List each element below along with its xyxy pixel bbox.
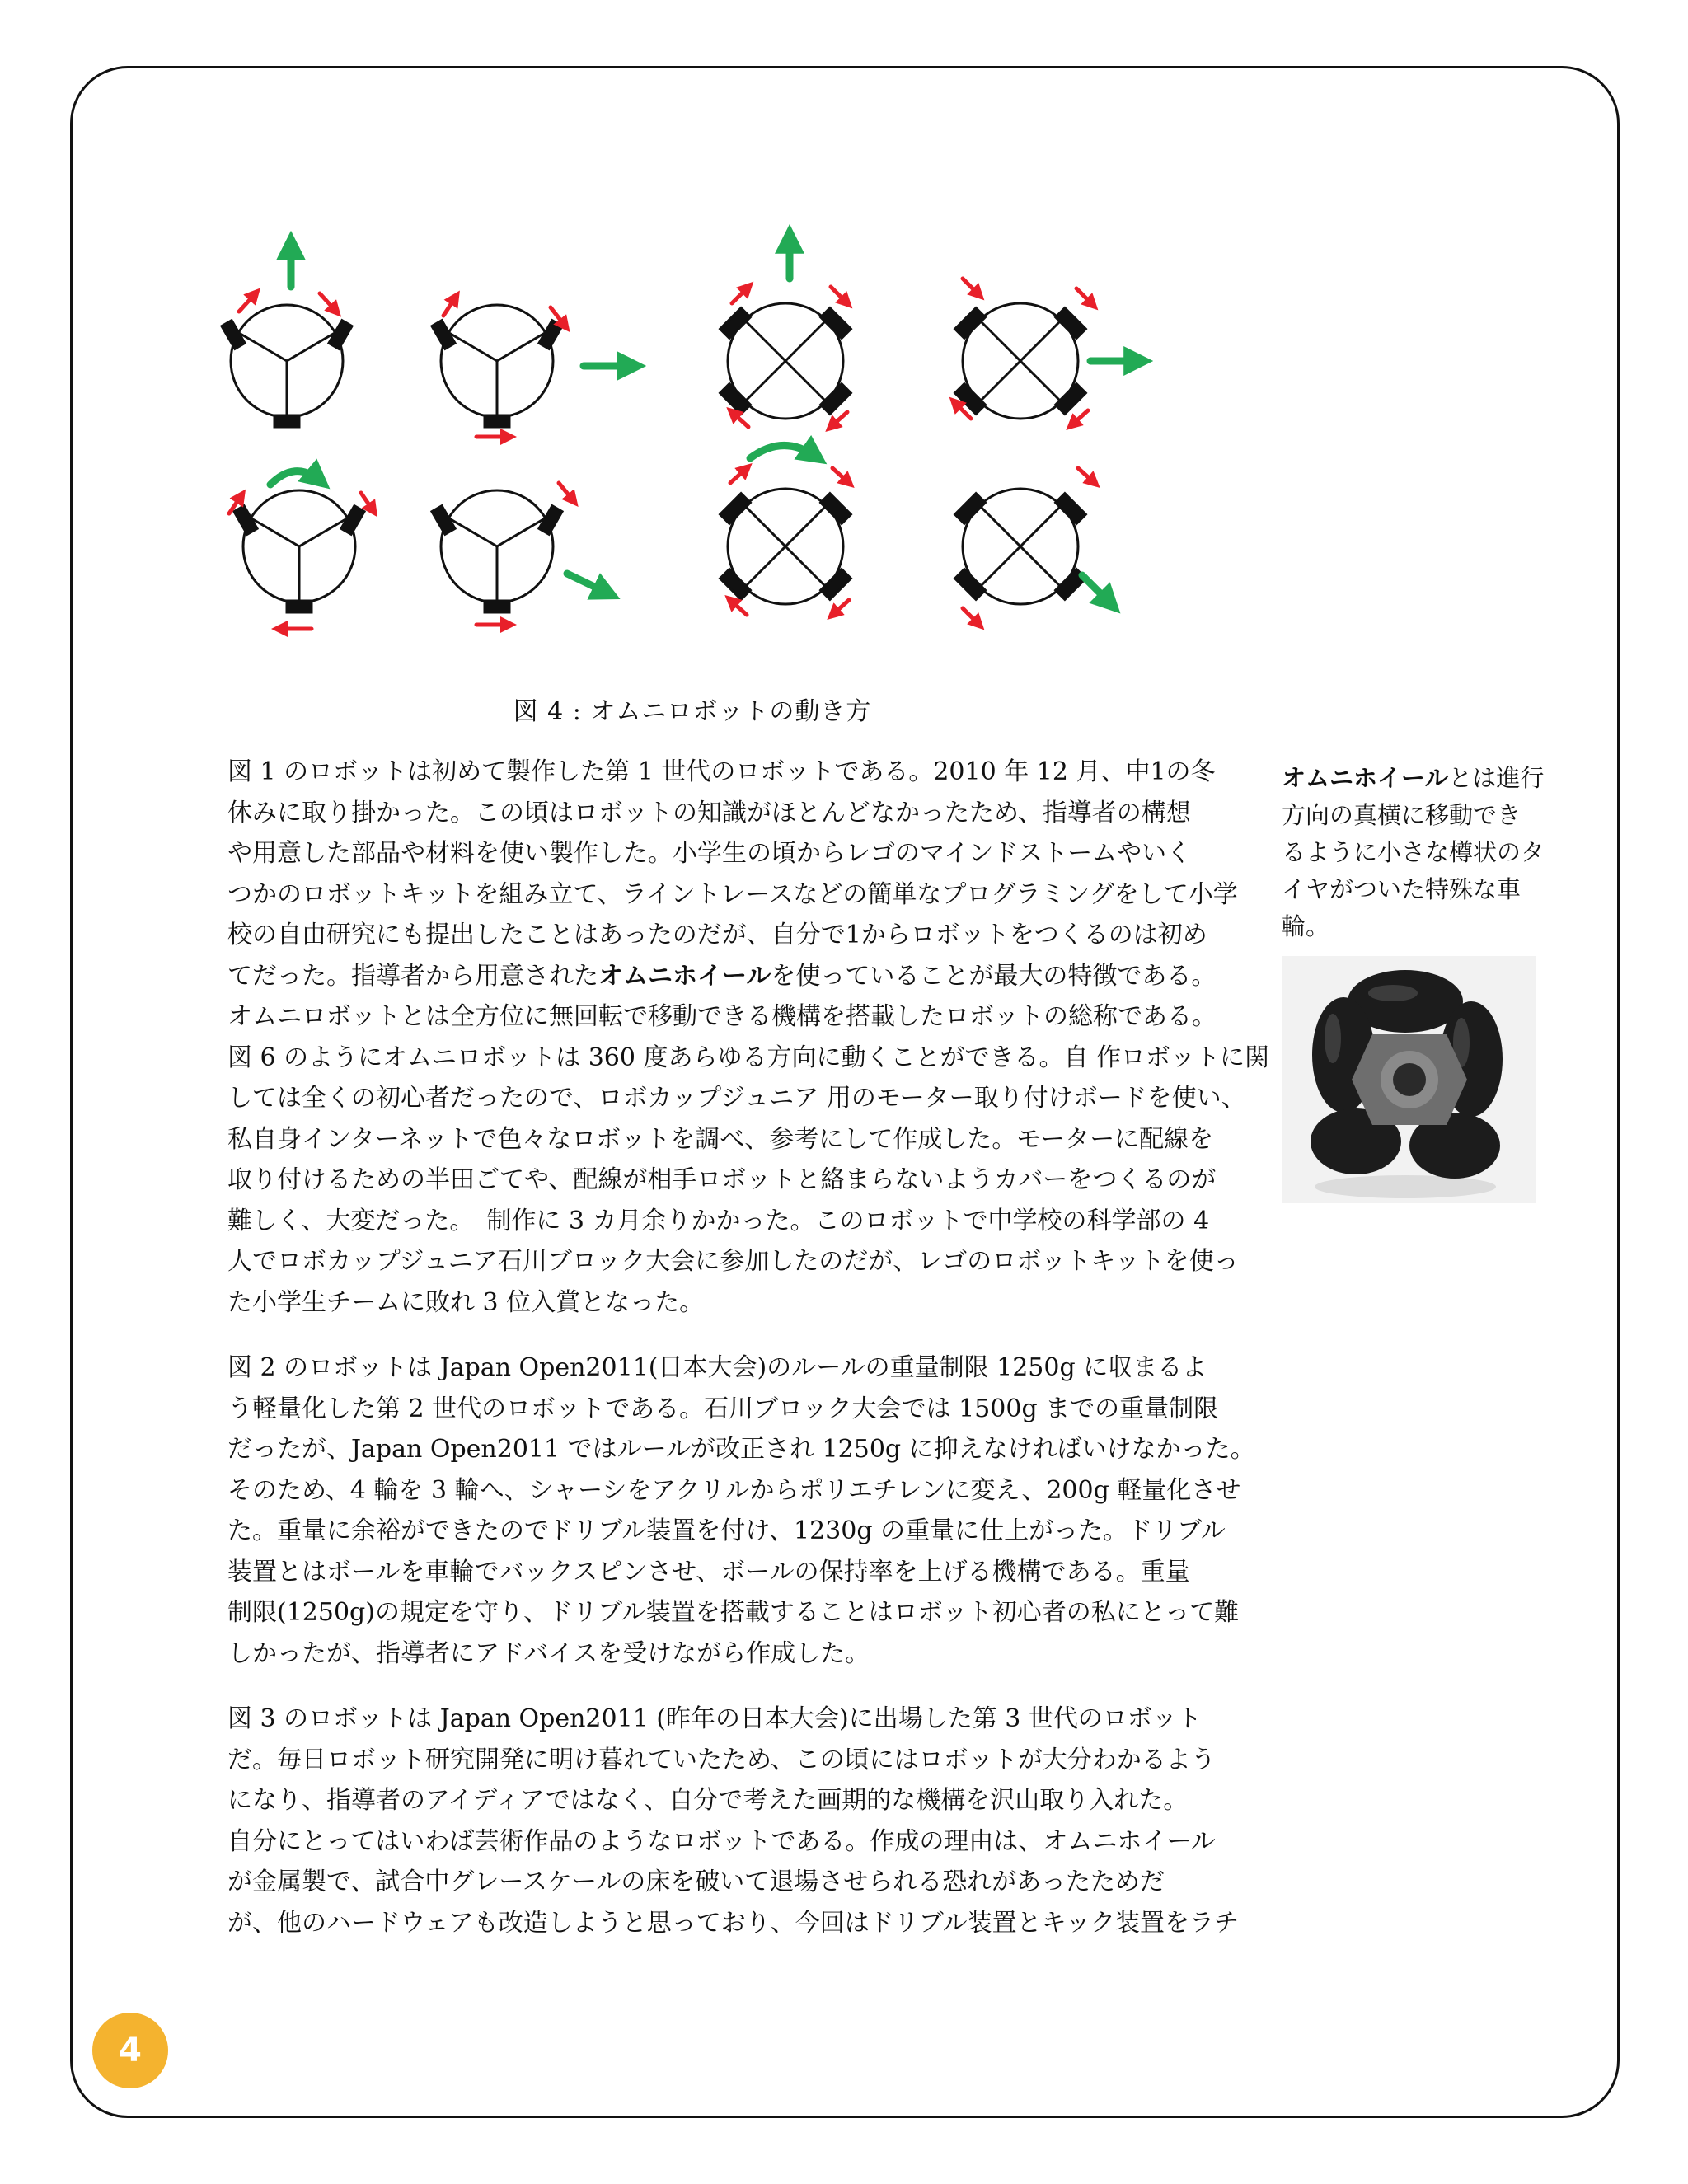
paragraph-1: 図 1 のロボットは初めて製作した第 1 世代のロボットである。2010 年 12 月、中1の冬 休みに取り掛かった。この頃はロボットの知識がほとんどなかったため、指導者の構想 や用意した部品や材料を使い製作した。小学生の頃からレゴのマインドストームやいく つかのロボットキットを組み立て、ライントレースなどの簡単なプログラミングをして小学 校の自由研究にも提出したことはあったのだが、自分で1からロボットをつくるのは初め てだった。指導者から用意されたオムニホイールを使っていることが最大の特徴である。 オムニロボットとは全方位に無回転で移動できる機構を搭載したロボットの総称である。 図 6 のようにオムニロボットは 360 度あらゆる方向に動くことができる。自 作ロボットに関 しては全くの初心者だったので、ロボカップジュニア 用のモーター取り付けボードを使い、 私自身インターネットで色々なロボットを調べ、参考にして作成した。モーターに配線を 取り付けるための半田ごてや、配線が相手ロボットと絡まらないようカバーをつくるのが 難しく、大変だった。 制作に 3 カ月余りかかった。このロボットで中学校の科学部の 4 人でロボカップジュニア石川ブロック大会に参加したのだが、レゴのロボットキットを使っ た小学生チームに敗れ 3 位入賞となった。 bbox=[198, 752, 1220, 1323]
rotate-arrow bbox=[750, 445, 816, 458]
rotate-arrow bbox=[270, 471, 320, 485]
robot-4wheel-forward bbox=[720, 303, 851, 419]
omni-robot-movement-diagram bbox=[196, 221, 1169, 649]
page-number-badge: 4 bbox=[92, 2013, 168, 2088]
robot-4wheel-rotate bbox=[720, 489, 851, 604]
sidebar-note: オムニホイールとは進行 方向の真横に移動でき るように小さな樽状のタ イヤがついた特殊な車 輪。 bbox=[1282, 764, 1545, 940]
robot-3wheel-rotate bbox=[234, 490, 364, 612]
robot-3wheel-right bbox=[432, 305, 562, 427]
main-text bbox=[198, 752, 1270, 1968]
robot-3wheel-forward bbox=[222, 305, 352, 427]
sidebar-term: オムニホイール bbox=[1282, 764, 1449, 792]
line-with-term: てだった。指導者から用意されたオムニホイールを使っていることが最大の特徴である。 bbox=[227, 961, 1217, 991]
move-arrow bbox=[1082, 575, 1111, 604]
paragraph-3: 図 3 のロボットは Japan Open2011 (昨年の日本大会)に出場した第 3 世代のロボット だ。毎日ロボット研究開発に明け暮れていたため、この頃にはロボットが大分わかるよう になり、指導者のアイディアではなく、自分で考えた画期的な機構を沢山取り入れた。 自分にとってはいわば芸術作品のようなロボットである。作成の理由は、オムニホイール が金属製で、試合中グレースケールの床を破いて退場させられる恐れがあったためだ が、他のハードウェアも改造しようと思っており、今回はドリブル装置とキック装置をラチ bbox=[227, 1704, 1239, 1938]
move-arrow bbox=[567, 574, 608, 593]
robot-4wheel-right bbox=[955, 303, 1086, 419]
figure-caption: 図 4 : オムニロボットの動き方 bbox=[513, 697, 872, 726]
paragraph-2: 図 2 のロボットは Japan Open2011(日本大会)のルールの重量制限 1250g に収まるよ う軽量化した第 2 世代のロボットである。石川ブロック大会では 1500g までの重量制限 だったが、Japan Open2011 ではルールが改正され 1250g に抑えなければいけなかった。 そのため、4 輪を 3 輪へ、シャーシをアクリルからポリエチレンに変え、200g 軽量化させ た。重量に余裕ができたのでドリブル装置を付け、1230g の重量に仕上がった。ドリブル 装置とはボールを車輪でバックスピンさせ、ボールの保持率を上げる機構である。重量 制限(1250g)の規定を守り、ドリブル装置を搭載することはロボット初心者の私にとって難 しかったが、指導者にアドバイスを受けながら作成した。 bbox=[227, 1353, 1255, 1668]
term-omni-wheel: オムニホイール bbox=[598, 961, 771, 991]
omni-wheel-photo bbox=[1282, 956, 1536, 1203]
robot-3wheel-diagonal bbox=[432, 490, 562, 612]
robot-4wheel-diagonal bbox=[955, 489, 1086, 604]
